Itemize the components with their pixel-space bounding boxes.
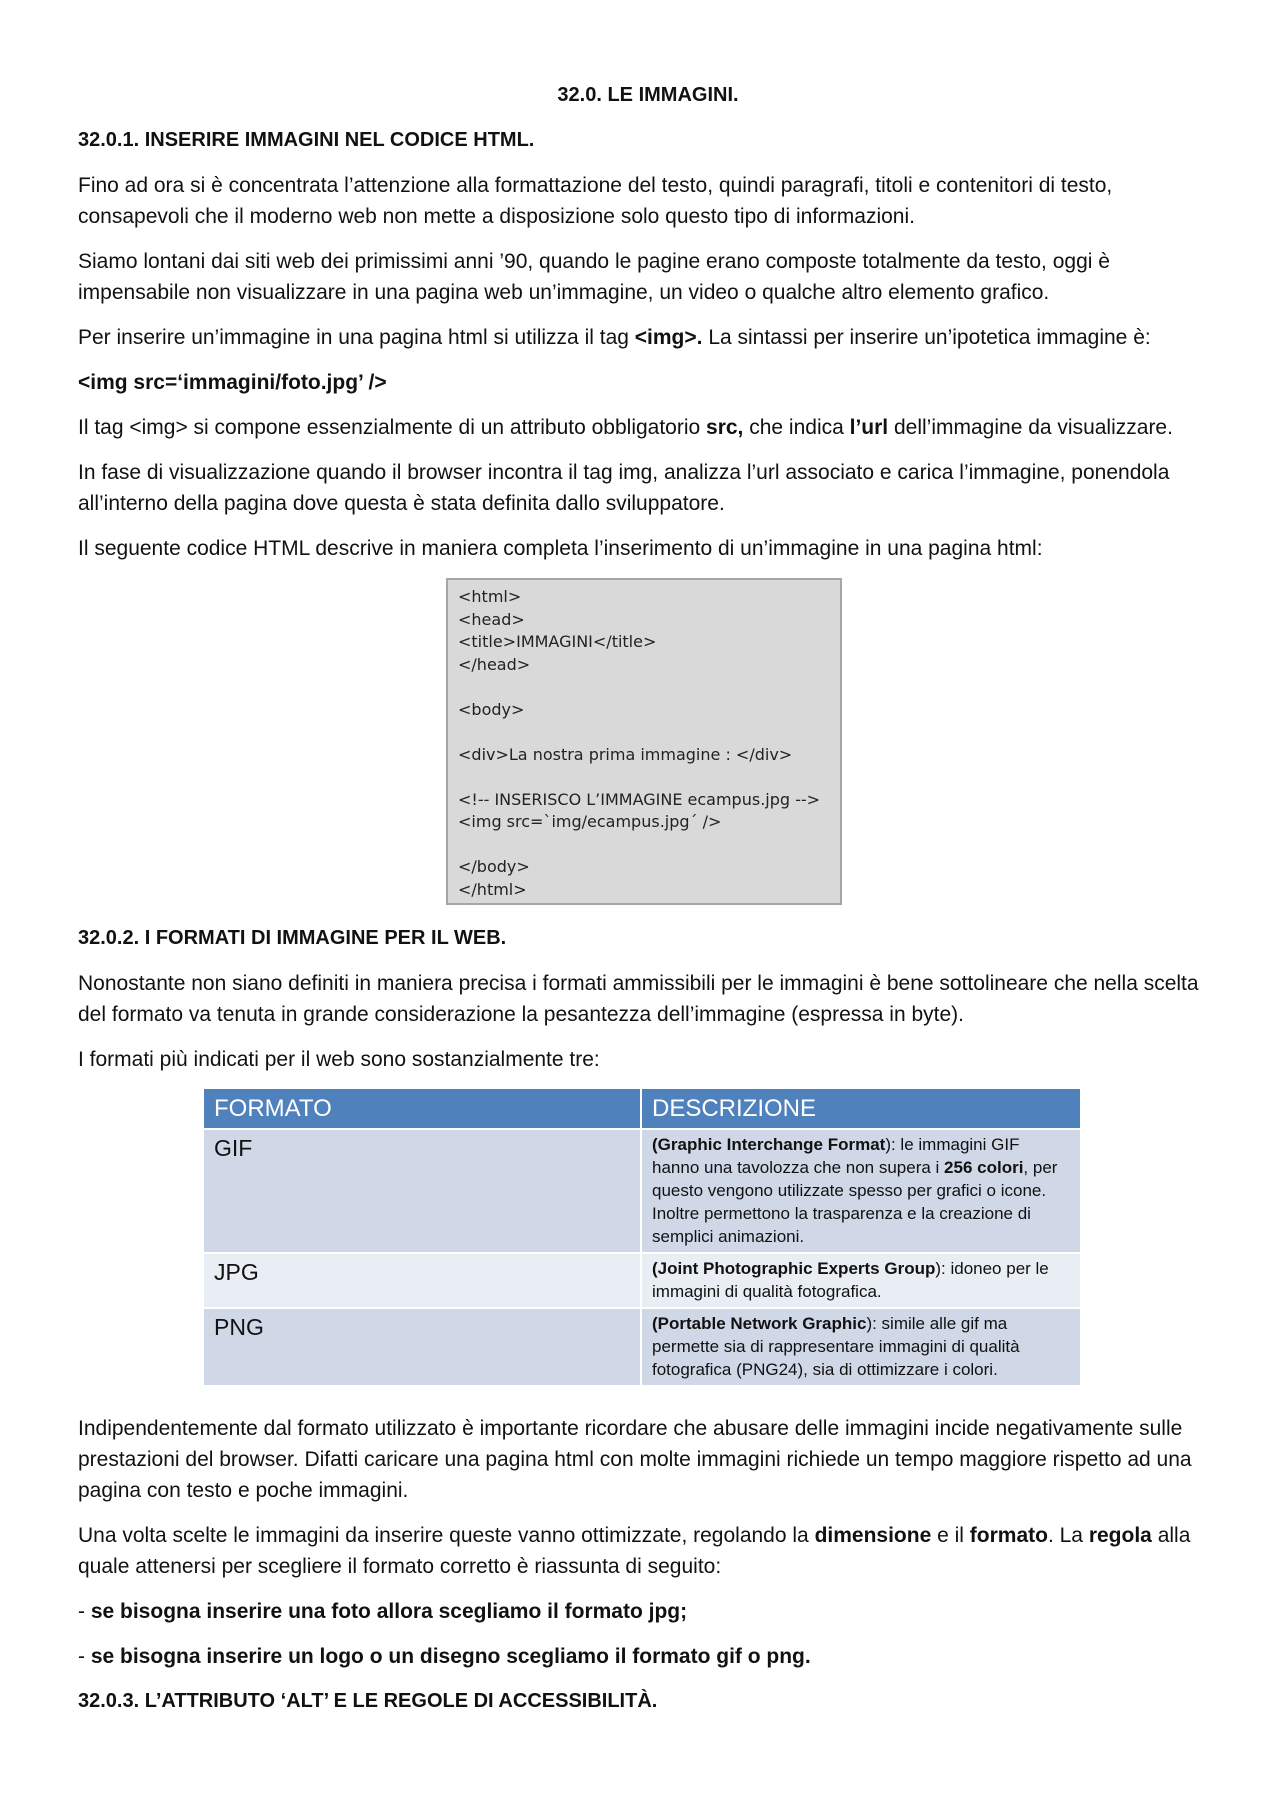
code-line xyxy=(458,834,830,857)
code-line: </html> xyxy=(458,879,527,899)
paragraph: Per inserire un’immagine in una pagina html si utilizza il tag <img>. La sintassi per inserire un’ipotetica immagine è: xyxy=(78,326,1151,349)
formats-table xyxy=(204,1089,1080,1385)
code-line: </head> xyxy=(458,654,531,674)
code-line: <!-- INSERISCO L’IMMAGINE ecampus.jpg --> xyxy=(458,789,821,809)
code-line xyxy=(458,676,830,699)
code-line xyxy=(458,721,830,744)
table-header-row xyxy=(204,1089,1080,1129)
paragraph: Il seguente codice HTML descrive in maniera completa l’inserimento di un’immagine in una pagina html: xyxy=(78,537,1043,560)
table-row xyxy=(204,1308,1080,1385)
format-description: (Joint Photographic Experts Group): idoneo per le immagini di qualità fotografica. xyxy=(641,1253,1080,1308)
paragraph: Fino ad ora si è concentrata l’attenzione alla formattazione del testo, quindi paragrafi, titoli e contenitori di testo, consapevoli che il moderno web non mette a disposizione solo questo tipo di informazioni. xyxy=(78,174,1113,228)
table-row xyxy=(204,1129,1080,1253)
code-line: <div>La nostra prima immagine : </div> xyxy=(458,744,793,764)
paragraph: Nonostante non siano definiti in maniera precisa i formati ammissibili per le immagini è bene sottolineare che nella scelta del formato va tenuta in grande considerazione la pesantezza dell’immagine (espressa in byte). xyxy=(78,972,1199,1026)
code-line: </body> xyxy=(458,857,530,876)
table-row xyxy=(204,1253,1080,1308)
code-line xyxy=(458,766,830,789)
format-name: JPG xyxy=(204,1253,641,1308)
column-header-formato: FORMATO xyxy=(204,1089,641,1129)
rule-item: - se bisogna inserire un logo o un disegno scegliamo il formato gif o png. xyxy=(78,1645,811,1668)
format-description: (Graphic Interchange Format): le immagini GIF hanno una tavolozza che non supera i 256 colori, per questo vengono utilizzate spesso per grafici o icone. Inoltre permettono la trasparenza e la creazione di semplici animazioni. xyxy=(641,1129,1080,1253)
format-name: GIF xyxy=(204,1129,641,1253)
format-description: (Portable Network Graphic): simile alle gif ma permette sia di rappresentare immagini di qualità fotografica (PNG24), sia di ottimizzare i colori. xyxy=(641,1308,1080,1385)
paragraph: Il tag <img> si compone essenzialmente di un attributo obbligatorio src, che indica l’url dell’immagine da visualizzare. xyxy=(78,416,1173,439)
paragraph: I formati più indicati per il web sono sostanzialmente tre: xyxy=(78,1048,600,1071)
section-heading-inserire: 32.0.1. INSERIRE IMMAGINI NEL CODICE HTML. xyxy=(78,129,535,151)
column-header-descrizione: DESCRIZIONE xyxy=(641,1089,1080,1129)
rule-item: - se bisogna inserire una foto allora scegliamo il formato jpg; xyxy=(78,1600,688,1623)
code-line: <html> xyxy=(458,587,522,606)
page-title: 32.0. LE IMMAGINI. xyxy=(557,84,739,106)
paragraph: Una volta scelte le immagini da inserire queste vanno ottimizzate, regolando la dimensione e il formato. La regola alla quale attenersi per scegliere il formato corretto è riassunta di seguito: xyxy=(78,1524,1191,1578)
code-example xyxy=(446,578,842,905)
code-line: <body> xyxy=(458,699,525,719)
paragraph: Indipendentemente dal formato utilizzato è importante ricordare che abusare delle immagini incide negativamente sulle prestazioni del browser. Difatti caricare una pagina html con molte immagini richiede un tempo maggiore rispetto ad una pagina con testo e poche immagini. xyxy=(78,1417,1192,1502)
syntax-example: <img src=‘immagini/foto.jpg’ /> xyxy=(78,371,387,394)
section-heading-alt: 32.0.3. L’ATTRIBUTO ‘ALT’ E LE REGOLE DI ACCESSIBILITÀ. xyxy=(78,1690,658,1712)
code-line: <img src=`img/ecampus.jpg´ /> xyxy=(458,812,722,831)
paragraph: In fase di visualizzazione quando il browser incontra il tag img, analizza l’url associato e carica l’immagine, ponendola all’interno della pagina dove questa è stata definita dallo sviluppatore. xyxy=(78,461,1170,515)
paragraph: Siamo lontani dai siti web dei primissimi anni ’90, quando le pagine erano composte totalmente da testo, oggi è impensabile non visualizzare in una pagina web un’immagine, un video o qualche altro elemento grafico. xyxy=(78,250,1110,304)
code-line: <head> xyxy=(458,609,525,629)
document-page xyxy=(78,80,1218,1731)
format-name: PNG xyxy=(204,1308,641,1385)
section-heading-formati: 32.0.2. I FORMATI DI IMMAGINE PER IL WEB. xyxy=(78,927,507,949)
code-line: <title>IMMAGINI</title> xyxy=(458,632,657,651)
